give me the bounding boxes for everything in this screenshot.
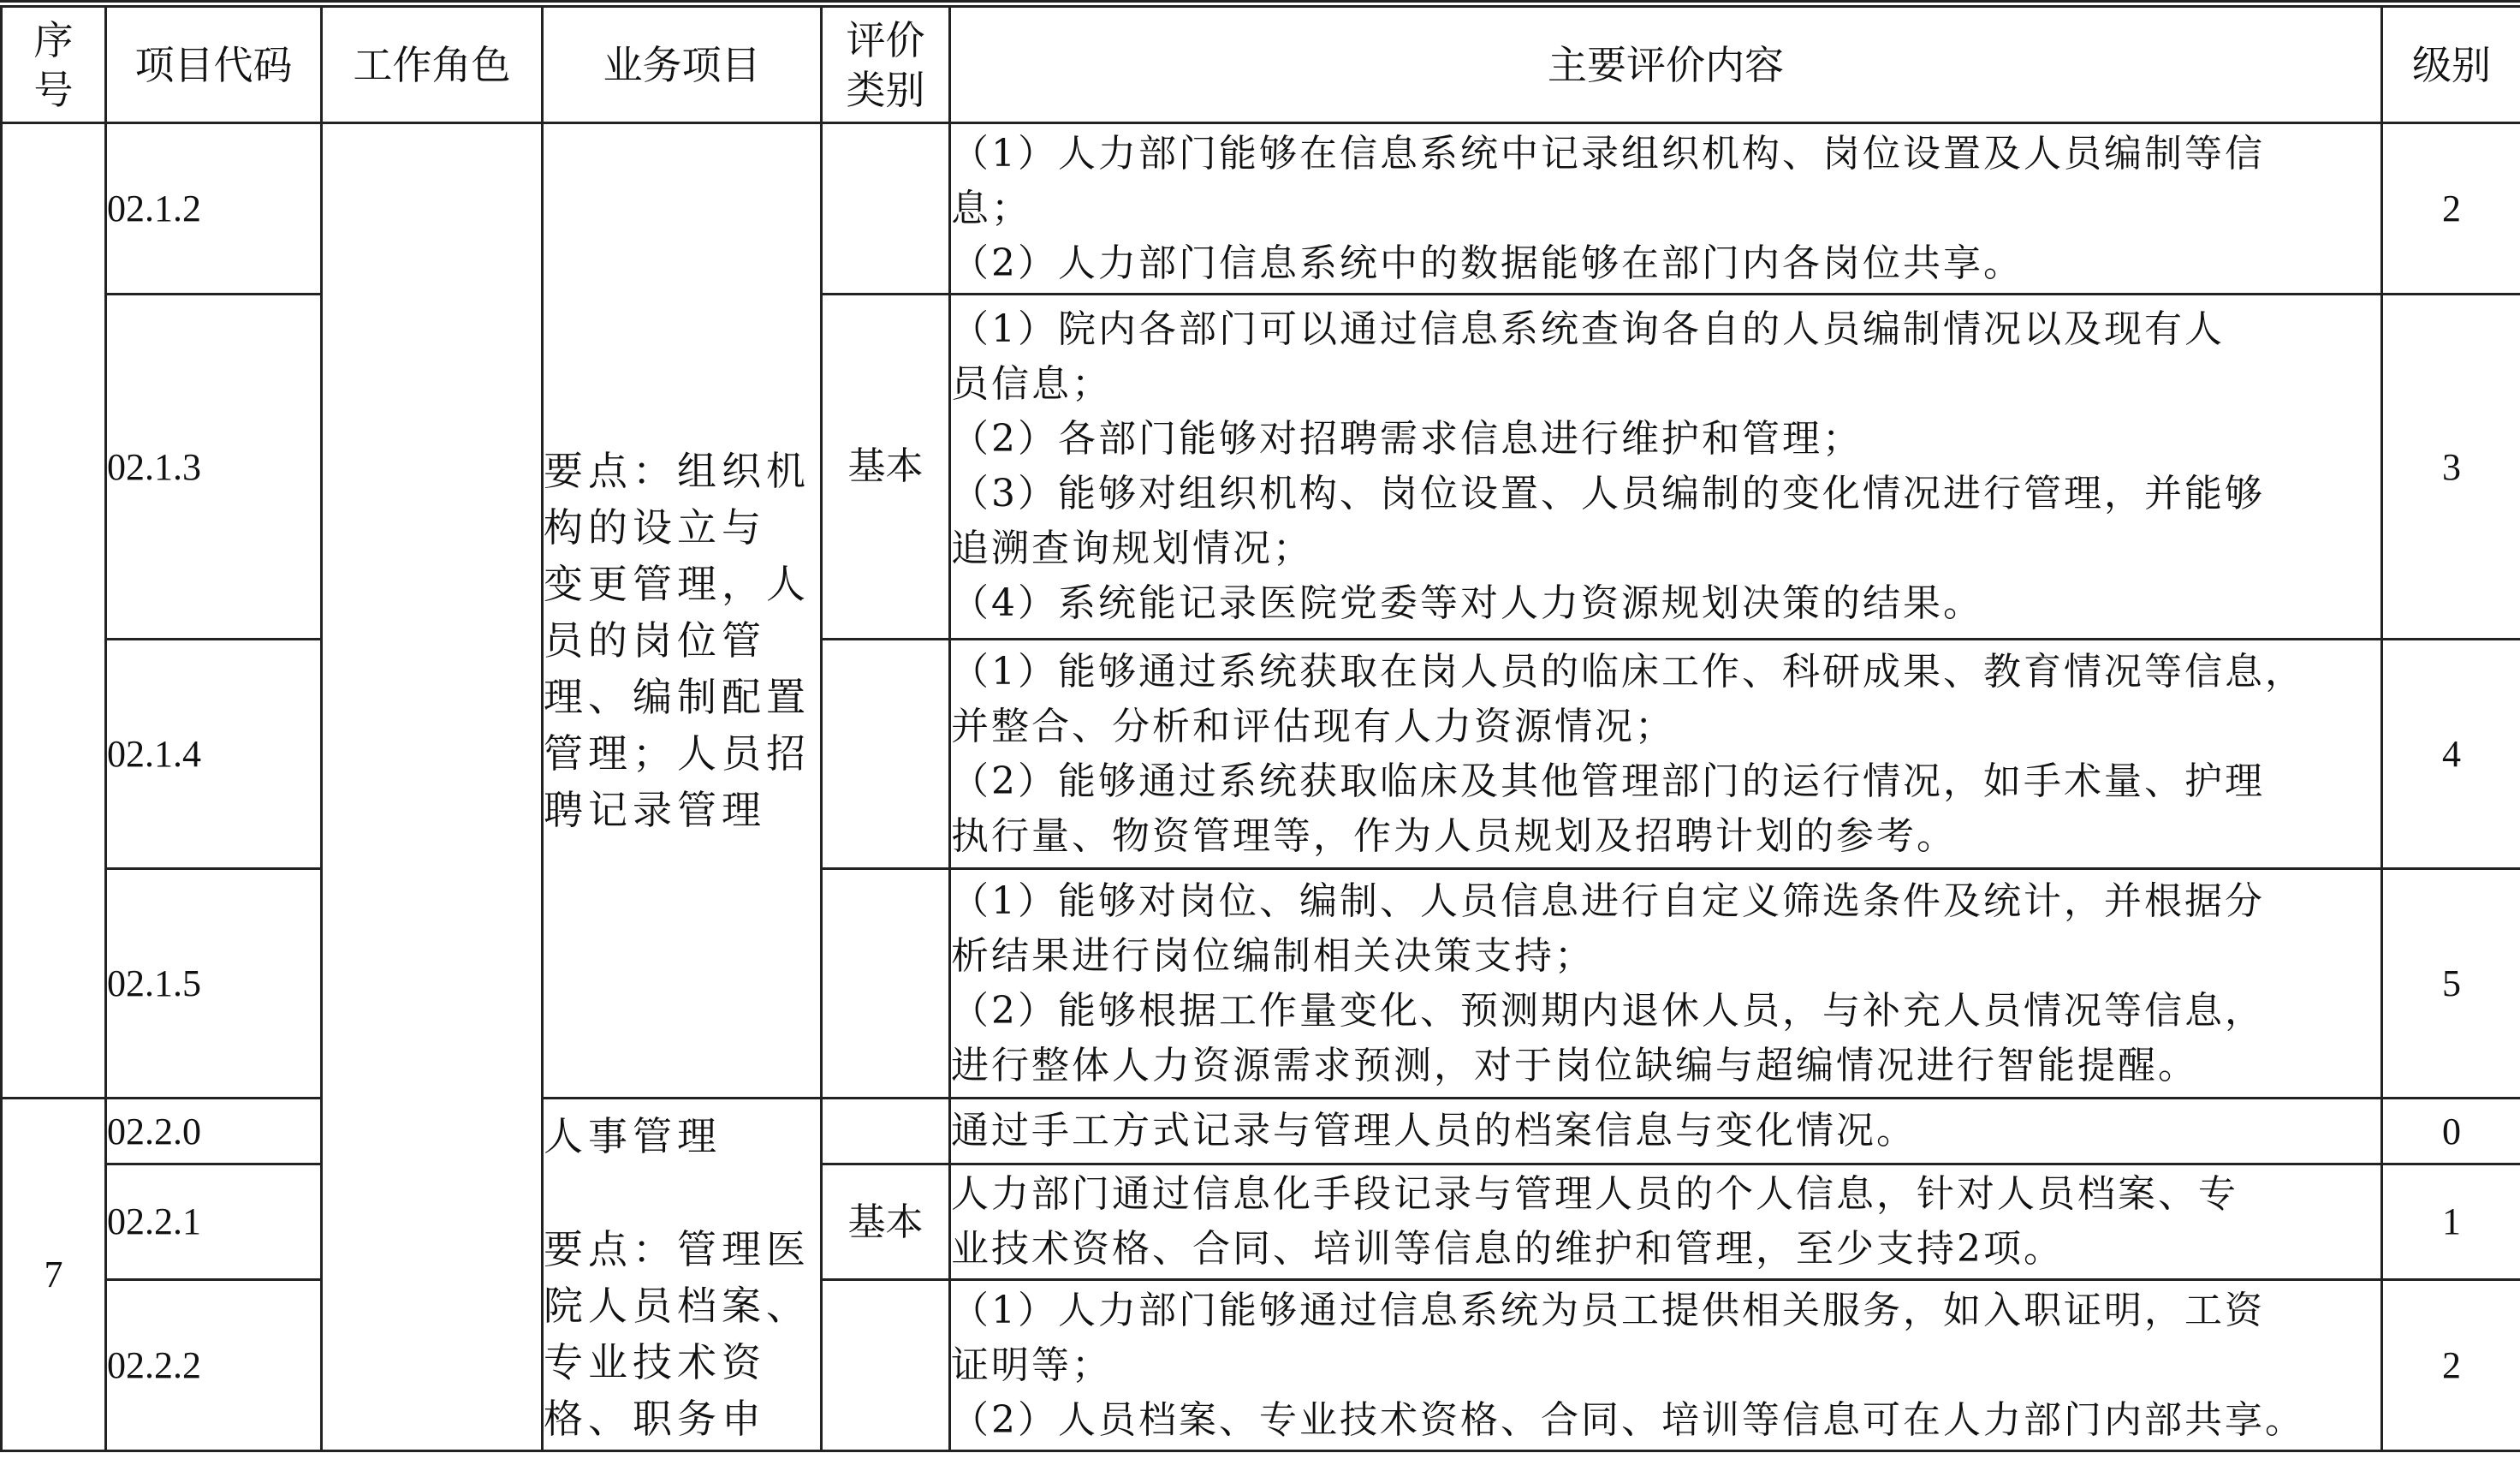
level-cell: 0 (2382, 1099, 2520, 1164)
level-cell: 2 (2382, 1280, 2520, 1451)
code-cell: 02.2.0 (106, 1099, 322, 1164)
content-cell: （1）院内各部门可以通过信息系统查询各自的人员编制情况以及现有人 员信息； （2）各部门能够对招聘需求信息进行维护和管理； （3）能够对组织机构、岗位设置、人员编制的变化情况进行管理，并能够 追溯查询规划情况； （4）系统能记录医院党委等对人力资源规划决策的结果。 (950, 295, 2382, 640)
category-cell-empty (822, 1280, 950, 1451)
code-cell: 02.1.2 (106, 123, 322, 295)
content-cell: 人力部门通过信息化手段记录与管理人员的个人信息，针对人员档案、专 业技术资格、合同、培训等信息的维护和管理，至少支持2项。 (950, 1164, 2382, 1280)
header-content: 主要评价内容 (950, 7, 2382, 123)
seq-cell-empty (2, 123, 106, 1099)
category-cell-empty (822, 869, 950, 1099)
top-rule (0, 0, 2520, 3)
header-biz: 业务项目 (543, 7, 822, 123)
biz-cell-group1: 要点：组织机 构的设立与 变更管理，人 员的岗位管 理、编制配置 管理；人员招 聘记录管理 (543, 123, 822, 1099)
category-cell-empty (822, 640, 950, 869)
category-cell-empty (822, 1099, 950, 1164)
category-cell-empty (822, 123, 950, 295)
header-level: 级别 (2382, 7, 2520, 123)
header-code: 项目代码 (106, 7, 322, 123)
biz-title: 人事管理 (544, 1112, 722, 1159)
code-cell: 02.2.1 (106, 1164, 322, 1280)
header-row (2, 7, 2520, 123)
header-category: 评价 类别 (822, 7, 950, 123)
code-cell: 02.1.3 (106, 295, 322, 640)
header-role: 工作角色 (322, 7, 543, 123)
content-cell: （1）人力部门能够通过信息系统为员工提供相关服务，如入职证明，工资 证明等； （2）人员档案、专业技术资格、合同、培训等信息可在人力部门内部共享。 (950, 1280, 2382, 1451)
table-row (2, 123, 2520, 295)
code-cell: 02.2.2 (106, 1280, 322, 1451)
biz-cell-group2: 人事管理 要点：管理医 院人员档案、 专业技术资 格、职务申 (543, 1099, 822, 1451)
level-cell: 2 (2382, 123, 2520, 295)
level-cell: 3 (2382, 295, 2520, 640)
level-cell: 4 (2382, 640, 2520, 869)
category-cell: 基本 (822, 1164, 950, 1280)
category-cell: 基本 (822, 295, 950, 640)
role-cell (322, 123, 543, 1451)
level-cell: 1 (2382, 1164, 2520, 1280)
evaluation-table (0, 5, 2520, 1452)
seq-cell: 7 (2, 1099, 106, 1451)
content-cell: （1）人力部门能够在信息系统中记录组织机构、岗位设置及人员编制等信 息； （2）人力部门信息系统中的数据能够在部门内各岗位共享。 (950, 123, 2382, 295)
code-cell: 02.1.4 (106, 640, 322, 869)
header-seq: 序 号 (2, 7, 106, 123)
content-cell: （1）能够通过系统获取在岗人员的临床工作、科研成果、教育情况等信息， 并整合、分析和评估现有人力资源情况； （2）能够通过系统获取临床及其他管理部门的运行情况，如手术量、护理 执行量、物资管理等，作为人员规划及招聘计划的参考。 (950, 640, 2382, 869)
level-cell: 5 (2382, 869, 2520, 1099)
code-cell: 02.1.5 (106, 869, 322, 1099)
content-cell: （1）能够对岗位、编制、人员信息进行自定义筛选条件及统计，并根据分 析结果进行岗位编制相关决策支持； （2）能够根据工作量变化、预测期内退休人员，与补充人员情况等信息， 进行整体人力资源需求预测，对于岗位缺编与超编情况进行智能提醒。 (950, 869, 2382, 1099)
content-cell: 通过手工方式记录与管理人员的档案信息与变化情况。 (950, 1099, 2382, 1164)
